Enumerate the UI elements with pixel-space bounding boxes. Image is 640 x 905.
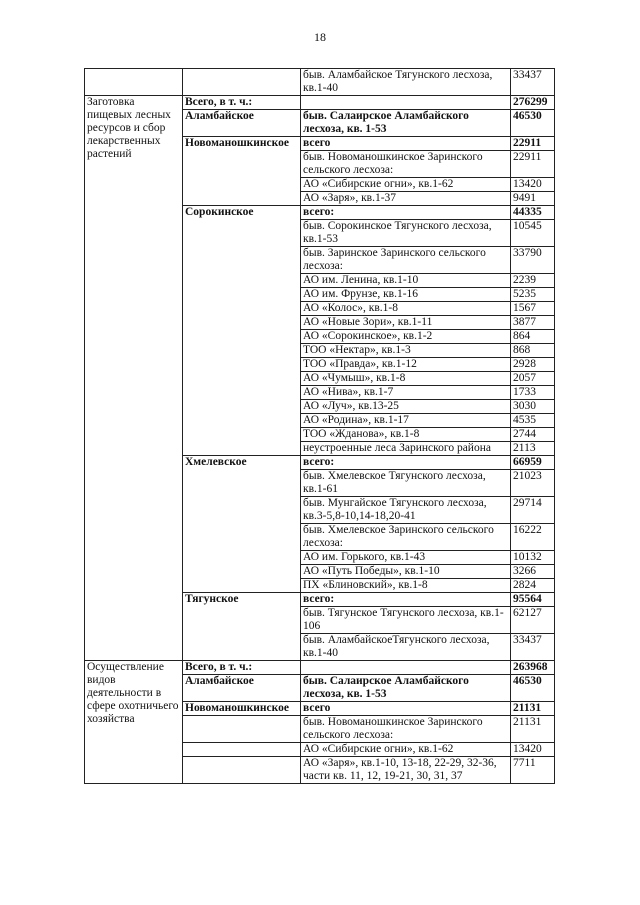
area-value-cell: 1733 bbox=[511, 386, 555, 400]
district-cell: Тягунское bbox=[183, 593, 301, 661]
area-value-cell: 10545 bbox=[511, 220, 555, 247]
area-value-cell: 21131 bbox=[511, 716, 555, 743]
area-value-cell: 4535 bbox=[511, 414, 555, 428]
area-cell: АО «Заря», кв.1-37 bbox=[301, 192, 511, 206]
area-cell: АО им. Ленина, кв.1-10 bbox=[301, 274, 511, 288]
district-cell bbox=[183, 757, 301, 784]
activity-cell: Заготовка пищевых лесных ресурсов и сбор лекарственных растений bbox=[85, 96, 183, 661]
area-value-cell: 29714 bbox=[511, 497, 555, 524]
area-value-cell: 44335 bbox=[511, 206, 555, 220]
area-cell: быв. Аламбайское Тягунского лесхоза, кв.1-40 bbox=[301, 69, 511, 96]
area-value-cell: 2239 bbox=[511, 274, 555, 288]
area-cell: АО «Заря», кв.1-10, 13-18, 22-29, 32-36, части кв. 11, 12, 19-21, 30, 31, 37 bbox=[301, 757, 511, 784]
area-value-cell: 46530 bbox=[511, 675, 555, 702]
area-value-cell: 3030 bbox=[511, 400, 555, 414]
area-cell: ПХ «Блиновский», кв.1-8 bbox=[301, 579, 511, 593]
area-cell: всего bbox=[301, 137, 511, 151]
area-value-cell: 22911 bbox=[511, 151, 555, 178]
area-cell: быв. Хмелевское Заринского сельского лесхоза: bbox=[301, 524, 511, 551]
district-cell: Аламбайское bbox=[183, 675, 301, 702]
area-cell: быв. Салаирское Аламбайского лесхоза, кв. 1-53 bbox=[301, 110, 511, 137]
area-cell: ТОО «Жданова», кв.1-8 bbox=[301, 428, 511, 442]
area-cell: быв. Тягунское Тягунского лесхоза, кв.1-106 bbox=[301, 607, 511, 634]
area-value-cell: 2744 bbox=[511, 428, 555, 442]
area-cell: всего: bbox=[301, 456, 511, 470]
area-cell: быв. Новоманошкинское Заринского сельского лесхоза: bbox=[301, 151, 511, 178]
area-cell: всего: bbox=[301, 593, 511, 607]
table-row bbox=[85, 69, 555, 96]
area-value-cell: 2113 bbox=[511, 442, 555, 456]
area-value-cell: 13420 bbox=[511, 178, 555, 192]
area-cell: быв. Заринское Заринского сельского лесхоза: bbox=[301, 247, 511, 274]
activity-cell bbox=[85, 69, 183, 96]
area-value-cell: 46530 bbox=[511, 110, 555, 137]
activity-cell: Осуществление видов деятельности в сфере охотничьего хозяйства bbox=[85, 661, 183, 784]
district-cell: Новоманошкинское bbox=[183, 137, 301, 206]
area-value-cell: 2057 bbox=[511, 372, 555, 386]
area-cell: АО «Путь Победы», кв.1-10 bbox=[301, 565, 511, 579]
area-cell: всего: bbox=[301, 206, 511, 220]
area-cell: быв. Салаирское Аламбайского лесхоза, кв. 1-53 bbox=[301, 675, 511, 702]
area-value-cell: 3877 bbox=[511, 316, 555, 330]
area-value-cell: 10132 bbox=[511, 551, 555, 565]
area-value-cell: 276299 bbox=[511, 96, 555, 110]
area-cell: АО «Сибирские огни», кв.1-62 bbox=[301, 178, 511, 192]
area-value-cell: 62127 bbox=[511, 607, 555, 634]
area-cell: неустроенные леса Заринского района bbox=[301, 442, 511, 456]
area-cell: АО «Родина», кв.1-17 bbox=[301, 414, 511, 428]
area-cell: АО «Чумыш», кв.1-8 bbox=[301, 372, 511, 386]
table-row bbox=[85, 661, 555, 675]
area-cell: всего bbox=[301, 702, 511, 716]
area-cell: АО «Луч», кв.13-25 bbox=[301, 400, 511, 414]
area-value-cell: 263968 bbox=[511, 661, 555, 675]
district-cell: Всего, в т. ч.: bbox=[183, 96, 301, 110]
district-cell bbox=[183, 716, 301, 743]
district-cell bbox=[183, 743, 301, 757]
area-value-cell: 2824 bbox=[511, 579, 555, 593]
area-cell: быв. Мунгайское Тягунского лесхоза, кв.3-5,8-10,14-18,20-41 bbox=[301, 497, 511, 524]
area-cell: ТОО «Нектар», кв.1-3 bbox=[301, 344, 511, 358]
table-row bbox=[85, 96, 555, 110]
area-value-cell: 21131 bbox=[511, 702, 555, 716]
area-value-cell: 3266 bbox=[511, 565, 555, 579]
district-cell: Всего, в т. ч.: bbox=[183, 661, 301, 675]
area-cell: АО им. Фрунзе, кв.1-16 bbox=[301, 288, 511, 302]
district-cell: Хмелевское bbox=[183, 456, 301, 593]
page-number: 18 bbox=[314, 30, 326, 44]
area-cell: ТОО «Правда», кв.1-12 bbox=[301, 358, 511, 372]
area-value-cell: 5235 bbox=[511, 288, 555, 302]
area-value-cell: 33790 bbox=[511, 247, 555, 274]
district-cell: Аламбайское bbox=[183, 110, 301, 137]
district-cell: Новоманошкинское bbox=[183, 702, 301, 716]
area-value-cell: 2928 bbox=[511, 358, 555, 372]
area-value-cell: 1567 bbox=[511, 302, 555, 316]
area-cell: быв. Сорокинское Тягунского лесхоза, кв.1-53 bbox=[301, 220, 511, 247]
area-cell: АО «Нива», кв.1-7 bbox=[301, 386, 511, 400]
area-value-cell: 9491 bbox=[511, 192, 555, 206]
area-value-cell: 66959 bbox=[511, 456, 555, 470]
forest-districts-table bbox=[84, 68, 555, 784]
area-cell: АО «Новые Зори», кв.1-11 bbox=[301, 316, 511, 330]
area-cell: АО им. Горького, кв.1-43 bbox=[301, 551, 511, 565]
area-cell bbox=[301, 96, 511, 110]
district-cell bbox=[183, 69, 301, 96]
area-value-cell: 33437 bbox=[511, 69, 555, 96]
area-cell: быв. Новоманошкинское Заринского сельского лесхоза: bbox=[301, 716, 511, 743]
area-value-cell: 95564 bbox=[511, 593, 555, 607]
area-cell: АО «Колос», кв.1-8 bbox=[301, 302, 511, 316]
area-cell bbox=[301, 661, 511, 675]
area-value-cell: 22911 bbox=[511, 137, 555, 151]
area-cell: быв. АламбайскоеТягунского лесхоза, кв.1-40 bbox=[301, 634, 511, 661]
area-value-cell: 7711 bbox=[511, 757, 555, 784]
area-cell: быв. Хмелевское Тягунского лесхоза, кв.1-61 bbox=[301, 470, 511, 497]
area-value-cell: 33437 bbox=[511, 634, 555, 661]
area-cell: АО «Сибирские огни», кв.1-62 bbox=[301, 743, 511, 757]
area-value-cell: 13420 bbox=[511, 743, 555, 757]
area-cell: АО «Сорокинское», кв.1-2 bbox=[301, 330, 511, 344]
district-cell: Сорокинское bbox=[183, 206, 301, 456]
area-value-cell: 864 bbox=[511, 330, 555, 344]
area-value-cell: 21023 bbox=[511, 470, 555, 497]
area-value-cell: 868 bbox=[511, 344, 555, 358]
area-value-cell: 16222 bbox=[511, 524, 555, 551]
